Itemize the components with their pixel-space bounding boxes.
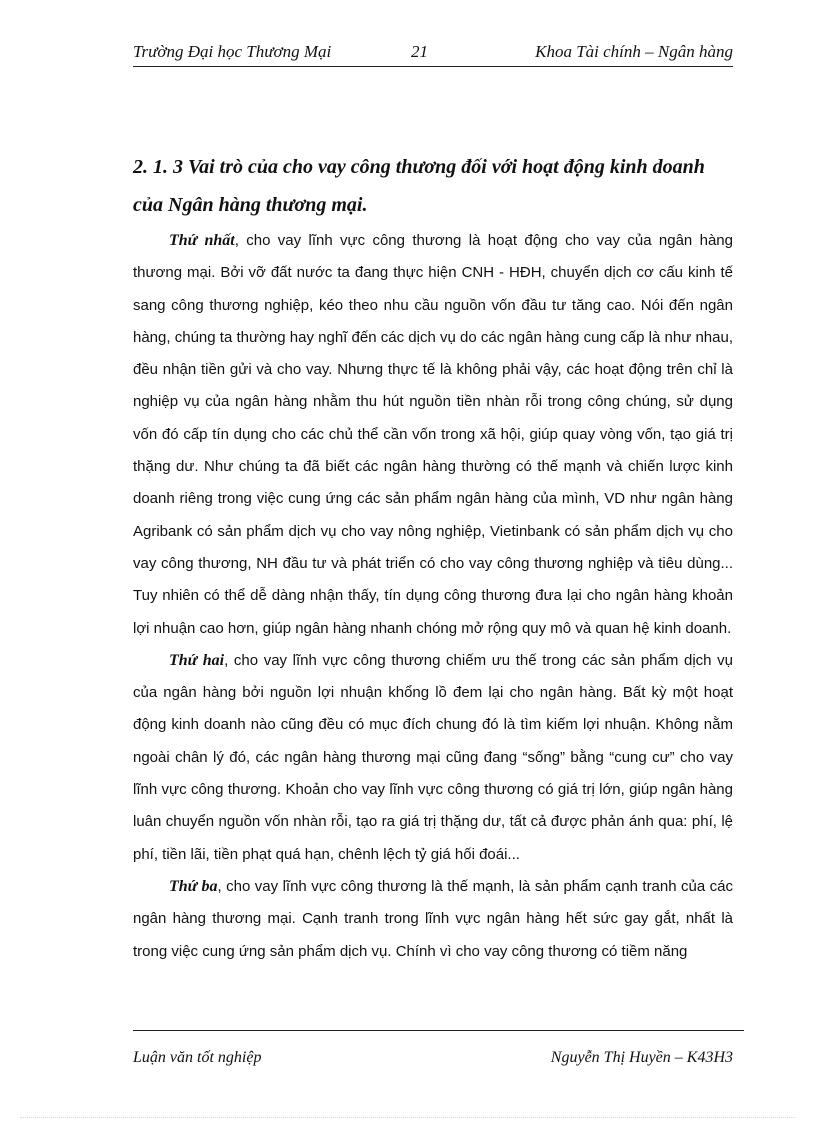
paragraph-lead: Thứ nhất	[169, 232, 235, 249]
paragraph-lead: Thứ hai	[169, 651, 225, 669]
paragraph-lead: Thứ ba	[169, 877, 218, 895]
body-text	[133, 225, 733, 968]
paragraph-first	[133, 225, 733, 645]
page-header	[133, 40, 733, 67]
header-faculty: Khoa Tài chính – Ngân hàng	[535, 42, 733, 61]
section-title: 2. 1. 3 Vai trò của cho vay công thương đối với hoạt động kinh doanh của Ngân hàng thương mại.	[133, 156, 705, 216]
page-bottom-border	[20, 1117, 796, 1118]
footer-document-type: Luận văn tốt nghiệp	[133, 1049, 262, 1066]
header-page-number: 21	[411, 42, 428, 61]
paragraph-second	[133, 645, 733, 871]
paragraph-text: , cho vay lĩnh vực công thương là hoạt động cho vay của ngân hàng thương mại. Bởi vỡ đất nước ta đang thực hiện CNH - HĐH, chuyển dịch cơ cấu kinh tế sang công thương nghiệp, kéo theo nhu cầu nguồn vốn đầu tư tăng cao. Nói đến ngân hàng, chúng ta thường hay nghĩ đến các dịch vụ do các ngân hàng cung cấp là như nhau, đều nhận tiền gửi và cho vay. Nhưng thực tế là không phải vậy, các hoạt động trên chỉ là nghiệp vụ của ngân hàng nhằm thu hút nguồn tiền nhàn rỗi trong công chúng, sử dụng vốn đó cấp tín dụng cho các chủ thể cần vốn trong xã hội, giúp quay vòng vốn, tạo giá trị thặng dư. Như chúng ta đã biết các ngân hàng thường có thế mạnh và chiến lược kinh doanh riêng trong việc cung ứng các sản phẩm ngân hàng của mình, VD như ngân hàng Agribank có sản phẩm dịch vụ cho vay nông nghiệp, Vietinbank có sản phẩm dịch vụ cho vay công thương, NH đầu tư và phát triển có cho vay công thương nghiệp và tiêu dùng... Tuy nhiên có thể dễ dàng nhận thấy, tín dụng công thương đưa lại cho ngân hàng khoản lợi nhuận cao hơn, giúp ngân hàng nhanh chóng mở rộng quy mô và quan hệ kinh doanh.	[133, 232, 733, 637]
paragraph-third	[133, 871, 733, 968]
footer-author: Nguyễn Thị Huyền – K43H3	[550, 1049, 733, 1066]
paragraph-text: , cho vay lĩnh vực công thương chiếm ưu thế trong các sản phẩm dịch vụ của ngân hàng bởi nguồn lợi nhuận khổng lồ đem lại cho ngân hàng. Bất kỳ một hoạt động kinh doanh nào cũng đều có mục đích chung đó là tìm kiếm lợi nhuận. Không nằm ngoài chân lý đó, các ngân hàng thương mại cũng đang “sống” bằng “cung cư” cho vay lĩnh vực công thương. Khoản cho vay lĩnh vực công thương có giá trị lớn, giúp ngân hàng luân chuyển nguồn vốn nhàn rỗi, tạo ra giá trị thặng dư, tất cả được phản ánh qua: phí, lệ phí, tiền lãi, tiền phạt quá hạn, chênh lệch tỷ giá hối đoái...	[133, 651, 733, 863]
header-school: Trường Đại học Thương Mại	[133, 42, 332, 61]
paragraph-text: , cho vay lĩnh vực công thương là thế mạnh, là sản phẩm cạnh tranh của các ngân hàng thương mại. Cạnh tranh trong lĩnh vực ngân hàng hết sức gay gắt, nhất là trong việc cung ứng sản phẩm dịch vụ. Chính vì cho vay công thương có tiềm năng	[133, 877, 733, 960]
footer-divider	[133, 1030, 744, 1031]
